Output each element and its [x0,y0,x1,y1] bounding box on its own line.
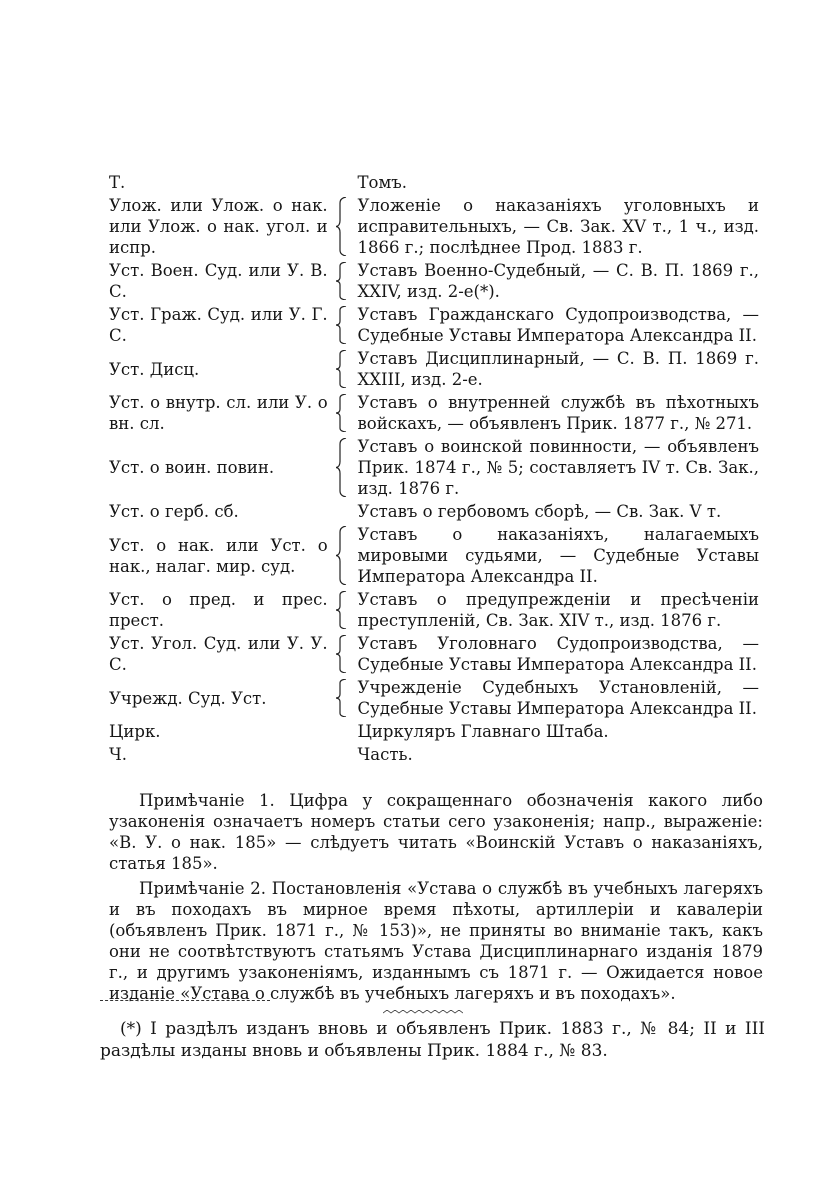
note-1: Примѣчаніе 1. Цифра у сокращеннаго обозначенія какого либо узаконенія означаетъ номеръ статьи сего узаконенія; напр., выраженіе: «В. У. о нак. 185» — слѣдуетъ читать «Воинскій Уставъ о наказаніяхъ, статья 185». [109,791,763,873]
list-item [109,304,759,346]
abbreviation: Учрежд. Суд. Уст. [109,688,267,708]
definition: Часть. [357,745,413,764]
definition: Томъ. [357,173,408,192]
definition: Уставъ о наказаніяхъ, налагаемыхъ мировыми судьями, — Судебные Уставы Императора Александра II. [357,525,759,586]
abbreviation: Уст. о герб. сб. [109,502,239,521]
definition: Циркуляръ Главнаго Штаба. [357,722,609,741]
brace-icon [332,524,352,587]
note-2: Примѣчаніе 2. Постановленія «Устава о службѣ въ учебныхъ лагеряхъ и въ походахъ въ мирное время пѣхоты, артиллеріи и кавалеріи (объявленъ Прик. 1871 г., № 153)», не приняты во вниманіе такъ, какъ они не соотвѣтствуютъ статьямъ Устава Дисциплинарнаго изданія 1879 г., и другимъ узаконеніямъ, изданнымъ съ 1871 г. — Ожидается новое изданіе «Устава о службѣ въ учебныхъ лагеряхъ и въ походахъ». [109,879,763,1003]
list-item [109,633,759,675]
abbreviation: Уст. Угол. Суд. или У. У. С. [109,634,328,674]
list-item [109,172,759,193]
decorative-divider [383,1000,463,1006]
notes-section [109,790,763,1008]
brace-icon [332,260,352,302]
definition: Уставъ Уголовнаго Судопроизводства, — Судебные Уставы Императора Александра II. [357,634,759,674]
definition: Уставъ о внутренней службѣ въ пѣхотныхъ войскахъ, — объявленъ Прик. 1877 г., № 271. [357,393,759,433]
abbreviation: Цирк. [109,722,161,741]
list-item [109,501,759,522]
abbreviation: Ч. [109,745,127,764]
definition: Уставъ Военно-Судебный, — С. В. П. 1869 г., XXIV, изд. 2-е(*). [357,261,759,301]
abbreviation: Уст. о воин. повин. [109,458,275,477]
definition: Уставъ о предупрежденіи и пресѣченіи преступленій, Св. Зак. XIV т., изд. 1876 г. [357,590,759,630]
abbreviation: Уст. Дисц. [109,359,200,379]
brace-icon [332,677,352,719]
list-item [109,436,759,499]
list-item [109,260,759,302]
list-item [109,348,759,390]
list-item [109,524,759,587]
list-item [109,744,759,765]
footnote-text: (*) I раздѣлъ изданъ вновь и объявленъ Прик. 1883 г., № 84; II и III раздѣлы изданы вновь и объявлены Прик. 1884 г., № 83. [100,1019,765,1061]
abbreviation: Уст. о нак. или Уст. о нак., налаг. мир. суд. [109,535,328,576]
brace-spacer [332,501,352,522]
list-item [109,589,759,631]
list-item [109,392,759,434]
footnote [100,1018,765,1062]
brace-icon [332,589,352,631]
brace-icon [332,436,352,499]
abbreviation: Уст. о пред. и прес. прест. [109,590,328,630]
abbreviation: Т. [109,173,126,192]
brace-icon [332,348,352,390]
definition: Учрежденіе Судебныхъ Установленій, — Судебные Уставы Императора Александра II. [357,678,759,718]
list-item [109,195,759,258]
definition: Уставъ о гербовомъ сборѣ, — Св. Зак. V т. [357,502,722,521]
definition: Уставъ о воинской повинности, — объявленъ Прик. 1874 г., № 5; составляетъ IV т. Св. Зак., изд. 1876 г. [357,437,759,498]
brace-icon [332,633,352,675]
definition: Уложеніе о наказаніяхъ уголовныхъ и исправительныхъ, — Св. Зак. XV т., 1 ч., изд. 1866 г.; послѣднее Прод. 1883 г. [357,196,759,257]
brace-spacer [332,744,352,765]
abbreviation: Уст. Граж. Суд. или У. Г. С. [109,305,328,345]
definition: Уставъ Дисциплинарный, — С. В. П. 1869 г. XXIII, изд. 2-е. [357,349,759,389]
list-item [109,721,759,742]
brace-spacer [332,721,352,742]
abbreviation-list [109,172,759,765]
abbreviation: Уст. о внутр. сл. или У. о вн. сл. [109,393,328,433]
brace-icon [332,392,352,434]
abbreviation: Улож. или Улож. о нак. или Улож. о нак. угол. и испр. [109,196,328,257]
brace-spacer [332,172,352,193]
definition: Уставъ Гражданскаго Судопроизводства, — Судебные Уставы Императора Александра II. [357,305,759,345]
brace-icon [332,304,352,346]
brace-icon [332,195,352,258]
list-item [109,677,759,719]
abbreviation: Уст. Воен. Суд. или У. В. С. [109,261,328,301]
footnote-divider [100,1000,270,1001]
